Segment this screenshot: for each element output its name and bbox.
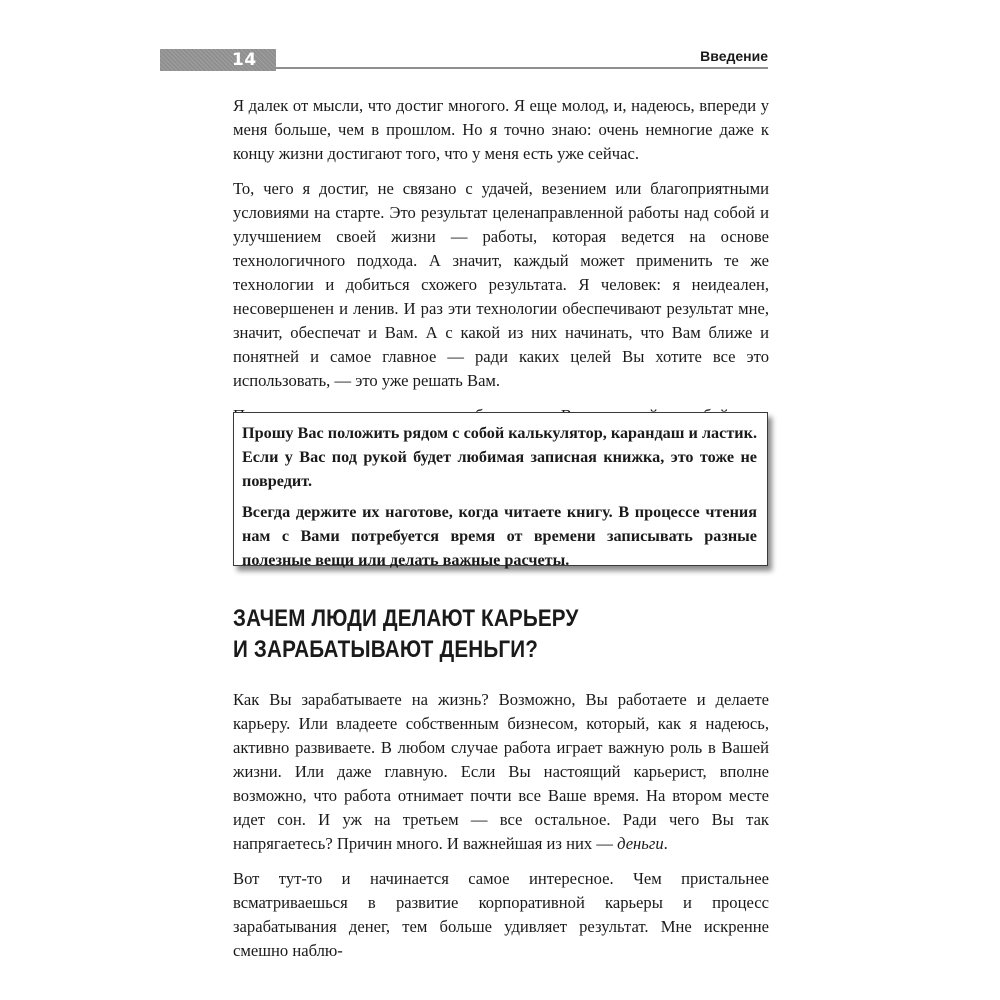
callout-paragraph-2: Всегда держите их наготове, когда читаете книгу. В процессе чтения нам с Вами потребуется время от времени записывать разные полезные вещи или делать важные расчеты. [242, 503, 757, 569]
section-paragraph-1 [233, 688, 769, 856]
running-header-section: Введение [700, 48, 768, 64]
section-heading-line-1: ЗАЧЕМ ЛЮДИ ДЕЛАЮТ КАРЬЕРУ [233, 605, 579, 632]
section-paragraph-1-end: . [663, 834, 668, 853]
page-number: 14 [232, 50, 257, 70]
callout-paragraph-1: Прошу Вас положить рядом с собой калькулятор, карандаш и ластик. Если у Вас под рукой будет любимая записная книжка, это тоже не повредит. [242, 424, 757, 490]
section-text-block [233, 688, 769, 974]
header-band [160, 49, 276, 71]
intro-paragraph-1: Я далек от мысли, что достиг многого. Я еще молод, и, надеюсь, впереди у меня больше, чем в прошлом. Но я точно знаю: очень немногие даже к концу жизни достигают того, что у меня есть уже сейчас. [233, 96, 769, 163]
emphasis-money: деньги [617, 834, 664, 853]
header-rule [276, 67, 768, 69]
callout-box [233, 412, 768, 569]
section-paragraph-1-text: Как Вы зарабатываете на жизнь? Возможно, Вы работаете и делаете карьеру. Или владеете собственным бизнесом, который, как я надеюсь, активно развиваете. В любом случае работа играет важную роль в Вашей жизни. Или даже главную. Если Вы настоящий карьерист, вполне возможно, что работа отнимает почти все Ваше время. На втором месте идет сон. И уж на третьем — все остальное. Ради чего Вы так напрягаетесь? Причин много. И важнейшая из них — [233, 690, 769, 853]
intro-paragraph-2: То, чего я достиг, не связано с удачей, везением или благоприятными условиями на старте. Это результат целенаправленной работы над собой и улучшением своей жизни — работы, которая ведется на основе технологичного подхода. А значит, каждый может применить те же технологии и добиться схожего результата. Я человек: я неидеален, несовершенен и ленив. И раз эти технологии обеспечивают результат мне, значит, обеспечат и Вам. А с какой из них начинать, что Вам ближе и понятней и самое главное — ради каких целей Вы хотите все это использовать, — это уже решать Вам. [233, 179, 769, 390]
section-heading [233, 603, 694, 665]
intro-text-block [233, 94, 769, 439]
section-heading-line-2: И ЗАРАБАТЫВАЮТ ДЕНЬГИ? [233, 636, 539, 663]
section-paragraph-2: Вот тут-то и начинается самое интересное. Чем пристальнее всматриваешься в развитие корпоративной карьеры и процесс зарабатывания денег, тем больше удивляет результат. Мне искренне смешно наблю- [233, 869, 769, 960]
